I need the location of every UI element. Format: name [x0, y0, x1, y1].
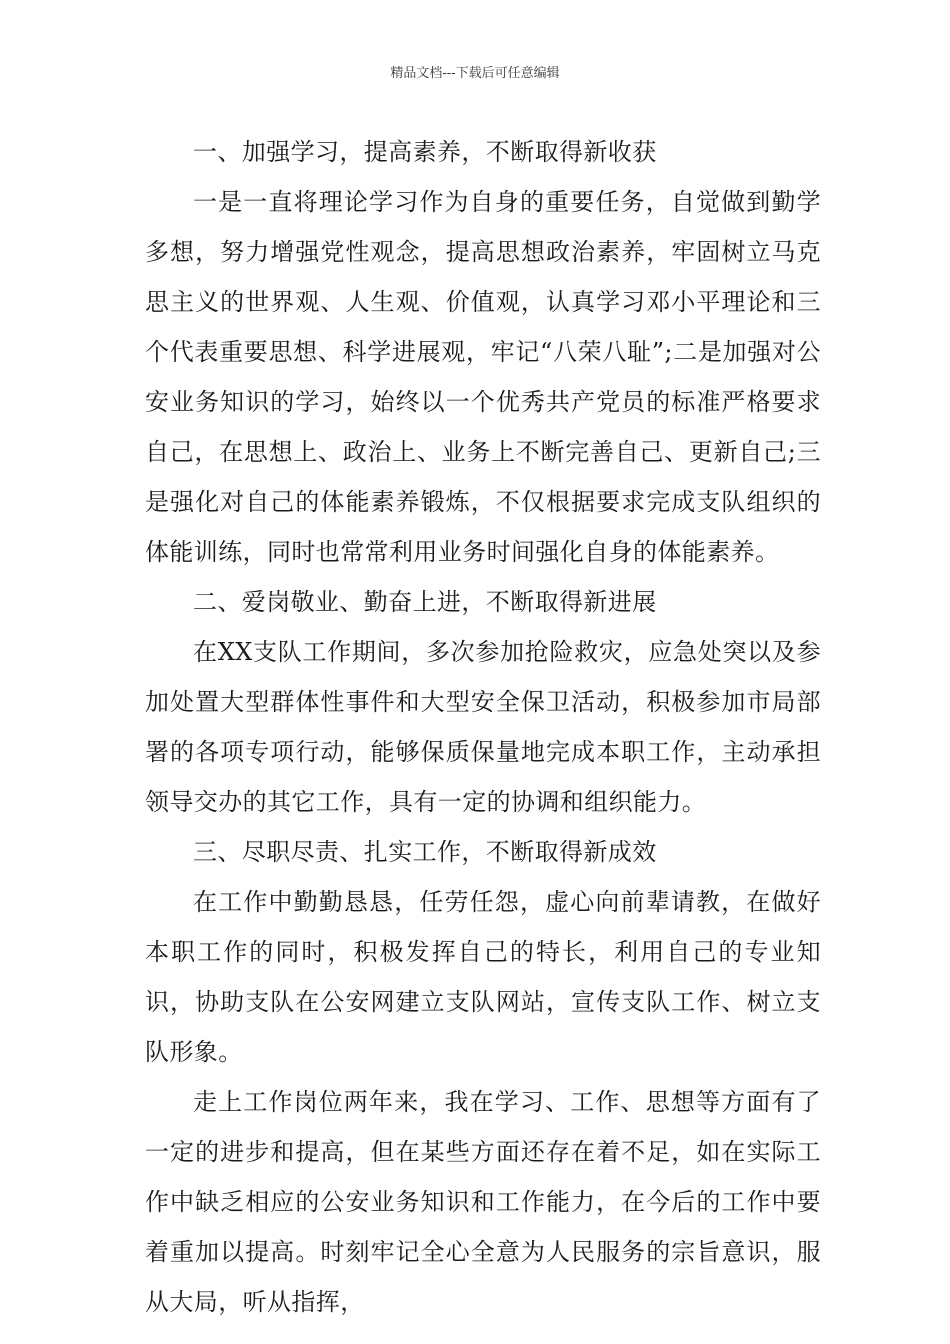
section-heading-2: 二、爱岗敬业、勤奋上进，不断取得新进展: [193, 588, 657, 616]
body-paragraph-4: 走上工作岗位两年来，我在学习、工作、思想等方面有了一定的进步和提高，但在某些方面还存在着不足，如在实际工作中缺乏相应的公安业务知识和工作能力，在今后的工作中要着重加以提高。时刻牢记全心全意为人民服务的宗旨意识，服从大局，听从指挥，: [145, 1088, 821, 1316]
body-paragraph-1: 一是一直将理论学习作为自身的重要任务，自觉做到勤学多想，努力增强党性观念，提高思想政治素养，牢固树立马克思主义的世界观、人生观、价值观，认真学习邓小平理论和三个代表重要思想、科学进展观，牢记“八荣八耻”;二是加强对公安业务知识的学习，始终以一个优秀共产党员的标准严格要求自己，在思想上、政治上、业务上不断完善自己、更新自己;三是强化对自己的体能素养锻炼，不仅根据要求完成支队组织的体能训练，同时也常常利用业务时间强化自身的体能素养。: [145, 188, 821, 566]
body-paragraph-2: 在XX支队工作期间，多次参加抢险救灾，应急处突以及参加处置大型群体性事件和大型安全保卫活动，积极参加市局部署的各项专项行动，能够保质保量地完成本职工作，主动承担领导交办的其它工作，具有一定的协调和组织能力。: [145, 638, 821, 816]
document-body: [145, 127, 821, 1327]
page-header: 精品文档---下载后可任意编辑: [390, 66, 560, 81]
section-heading-3: 三、尽职尽责、扎实工作，不断取得新成效: [193, 838, 657, 866]
section-heading-1: 一、加强学习，提高素养，不断取得新收获: [193, 138, 657, 166]
body-paragraph-3: 在工作中勤勤恳恳，任劳任怨，虚心向前辈请教，在做好本职工作的同时，积极发挥自己的特长，利用自己的专业知识，协助支队在公安网建立支队网站，宣传支队工作、树立支队形象。: [145, 888, 821, 1066]
